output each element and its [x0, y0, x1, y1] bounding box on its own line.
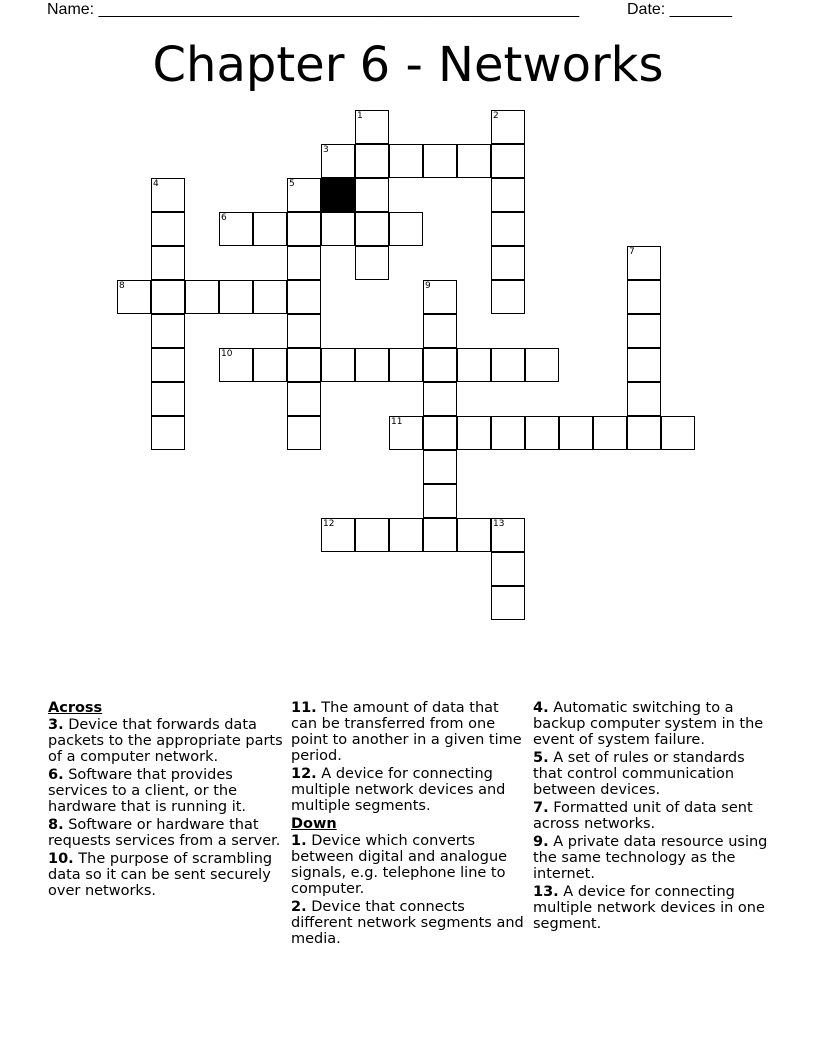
clue-number: 2. [291, 899, 307, 915]
grid-cell[interactable] [491, 552, 525, 586]
clue-number: 5. [533, 750, 549, 766]
grid-cell[interactable] [661, 416, 695, 450]
clue-text: Software that provides services to a client, or the hardware that is running it. [48, 767, 247, 815]
clue-number: 9. [533, 834, 549, 850]
grid-cell[interactable] [287, 212, 321, 246]
grid-cell[interactable] [287, 416, 321, 450]
grid-cell[interactable] [389, 416, 423, 450]
grid-cell[interactable] [525, 416, 559, 450]
grid-block [321, 178, 355, 212]
grid-cell[interactable] [253, 212, 287, 246]
clue-text: A set of rules or standards that control communication between devices. [533, 750, 745, 798]
cell-number: 8 [119, 281, 125, 291]
grid-cell[interactable] [491, 280, 525, 314]
grid-cell[interactable] [491, 144, 525, 178]
clue-number: 8. [48, 817, 64, 833]
clue-text: Automatic switching to a backup computer system in the event of system failure. [533, 700, 764, 748]
grid-cell[interactable] [355, 212, 389, 246]
grid-cell[interactable] [491, 416, 525, 450]
down-heading: Down [291, 816, 337, 832]
clue-text: Formatted unit of data sent across networks. [533, 800, 753, 832]
grid-cell[interactable] [593, 416, 627, 450]
grid-cell[interactable] [389, 212, 423, 246]
clue-number: 4. [533, 700, 549, 716]
grid-cell[interactable] [151, 314, 185, 348]
grid-cell[interactable] [287, 348, 321, 382]
grid-cell[interactable] [423, 314, 457, 348]
cell-number: 6 [221, 213, 227, 223]
grid-cell[interactable] [287, 382, 321, 416]
cell-number: 11 [391, 417, 403, 427]
grid-cell[interactable] [457, 518, 491, 552]
grid-cell[interactable] [559, 416, 593, 450]
clue-number: 3. [48, 717, 64, 733]
grid-cell[interactable] [355, 144, 389, 178]
cell-number: 5 [289, 179, 295, 189]
grid-cell[interactable] [253, 348, 287, 382]
clue-number: 13. [533, 884, 559, 900]
clue-across-3 [48, 717, 283, 765]
clue-text: A private data resource using the same technology as the internet. [533, 834, 768, 882]
grid-cell[interactable] [321, 518, 355, 552]
grid-cell[interactable] [491, 518, 525, 552]
clue-across-12 [291, 766, 527, 814]
grid-cell[interactable] [627, 246, 661, 280]
grid-cell[interactable] [151, 246, 185, 280]
clues-column-3 [533, 700, 773, 934]
cell-number: 12 [323, 519, 335, 529]
across-heading: Across [48, 700, 103, 716]
clue-text: Device that connects different network segments and media. [291, 899, 524, 947]
grid-cell[interactable] [151, 212, 185, 246]
clues-column-2 [291, 700, 527, 949]
cell-number: 1 [357, 111, 363, 121]
name-blank[interactable]: ______________________________________________________ [98, 1, 580, 18]
date-blank[interactable]: _______ [669, 1, 732, 18]
clue-down-5 [533, 750, 773, 798]
clue-down-9 [533, 834, 773, 882]
clue-number: 11. [291, 700, 317, 716]
grid-cell[interactable] [253, 280, 287, 314]
grid-cell[interactable] [185, 280, 219, 314]
clue-text: The purpose of scrambling data so it can be sent securely over networks. [48, 851, 273, 899]
grid-cell[interactable] [321, 212, 355, 246]
grid-cell[interactable] [287, 280, 321, 314]
cell-number: 9 [425, 281, 431, 291]
clue-down-1 [291, 833, 527, 897]
grid-cell[interactable] [355, 178, 389, 212]
grid-cell[interactable] [355, 110, 389, 144]
clue-text: A device for connecting multiple network devices and multiple segments. [291, 766, 506, 814]
grid-cell[interactable] [491, 246, 525, 280]
grid-cell[interactable] [287, 178, 321, 212]
clue-number: 7. [533, 800, 549, 816]
grid-cell[interactable] [627, 348, 661, 382]
grid-cell[interactable] [117, 280, 151, 314]
grid-cell[interactable] [423, 144, 457, 178]
clue-across-6 [48, 767, 283, 815]
grid-cell[interactable] [627, 382, 661, 416]
grid-cell[interactable] [491, 110, 525, 144]
clue-across-11 [291, 700, 527, 764]
grid-cell[interactable] [423, 382, 457, 416]
grid-cell[interactable] [423, 518, 457, 552]
clue-text: Software or hardware that requests services from a server. [48, 817, 281, 849]
clue-down-7 [533, 800, 773, 832]
grid-cell[interactable] [219, 280, 253, 314]
grid-cell[interactable] [151, 416, 185, 450]
cell-number: 13 [493, 519, 505, 529]
clues-column-1 [48, 700, 283, 901]
clue-text: Device that forwards data packets to the appropriate parts of a computer network. [48, 717, 283, 765]
grid-cell[interactable] [491, 178, 525, 212]
clue-text: The amount of data that can be transferred from one point to another in a given time period. [291, 700, 522, 764]
cell-number: 2 [493, 111, 499, 121]
grid-cell[interactable] [287, 246, 321, 280]
grid-cell[interactable] [491, 348, 525, 382]
grid-cell[interactable] [389, 144, 423, 178]
clue-text: Device which converts between digital and analogue signals, e.g. telephone line to computer. [291, 833, 508, 897]
clue-down-2 [291, 899, 527, 947]
grid-cell[interactable] [151, 178, 185, 212]
grid-cell[interactable] [491, 212, 525, 246]
grid-cell[interactable] [423, 348, 457, 382]
grid-cell[interactable] [389, 348, 423, 382]
grid-cell[interactable] [151, 280, 185, 314]
clue-number: 12. [291, 766, 317, 782]
grid-cell[interactable] [423, 280, 457, 314]
clue-down-4 [533, 700, 773, 748]
grid-cell[interactable] [423, 484, 457, 518]
page-title: Chapter 6 - Networks [152, 37, 664, 93]
grid-cell[interactable] [151, 348, 185, 382]
grid-cell[interactable] [355, 518, 389, 552]
clue-text: A device for connecting multiple network devices in one segment. [533, 884, 765, 932]
cell-number: 3 [323, 145, 329, 155]
grid-cell[interactable] [627, 314, 661, 348]
grid-cell[interactable] [219, 212, 253, 246]
cell-number: 7 [629, 247, 635, 257]
grid-cell[interactable] [491, 586, 525, 620]
grid-cell[interactable] [525, 348, 559, 382]
name-label: Name: [47, 1, 95, 18]
grid-cell[interactable] [457, 144, 491, 178]
grid-cell[interactable] [457, 416, 491, 450]
grid-cell[interactable] [457, 348, 491, 382]
grid-cell[interactable] [423, 416, 457, 450]
grid-cell[interactable] [355, 246, 389, 280]
grid-cell[interactable] [321, 144, 355, 178]
clue-down-13 [533, 884, 773, 932]
cell-number: 4 [153, 179, 159, 189]
grid-cell[interactable] [355, 348, 389, 382]
grid-cell[interactable] [627, 280, 661, 314]
grid-cell[interactable] [627, 416, 661, 450]
date-label: Date: [627, 1, 666, 18]
clue-number: 1. [291, 833, 307, 849]
grid-cell[interactable] [287, 314, 321, 348]
grid-cell[interactable] [219, 348, 253, 382]
grid-cell[interactable] [389, 518, 423, 552]
clue-number: 10. [48, 851, 74, 867]
clue-number: 6. [48, 767, 64, 783]
grid-cell[interactable] [321, 348, 355, 382]
cell-number: 10 [221, 349, 233, 359]
grid-cell[interactable] [423, 450, 457, 484]
clue-across-10 [48, 851, 283, 899]
clue-across-8 [48, 817, 283, 849]
grid-cell[interactable] [151, 382, 185, 416]
